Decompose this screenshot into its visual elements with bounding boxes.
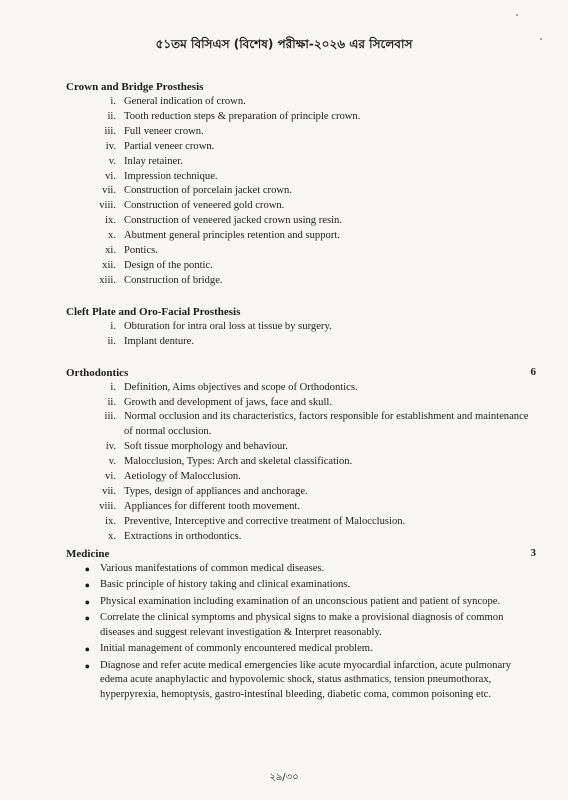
list-item: [66, 335, 536, 350]
item-numeral: x.: [108, 230, 116, 242]
list-item: [66, 125, 536, 140]
item-numeral: vii.: [102, 485, 116, 497]
list-item: [66, 455, 536, 470]
section-medicine: [66, 547, 536, 703]
item-text: Design of the pontic.: [124, 259, 213, 271]
numbered-list: [66, 320, 536, 350]
item-numeral: xi.: [105, 245, 116, 257]
list-item: [66, 259, 536, 274]
item-numeral: ix.: [105, 215, 116, 227]
item-numeral: v.: [108, 456, 116, 468]
item-text: Construction of porcelain jacket crown.: [124, 185, 292, 197]
list-item: [66, 110, 536, 125]
item-text: Normal occlusion and its characteristics, factors responsible for establishment and maintenance of normal occlusion.: [124, 411, 529, 438]
item-text: Correlate the clinical symptoms and physical signs to make a provisional diagnosis of common diseases and suggest relevant investigation & Interpret reasonably.: [100, 612, 504, 638]
item-numeral: ii.: [107, 396, 116, 408]
list-item: [66, 530, 536, 545]
bullet-icon: ●: [84, 563, 90, 574]
item-numeral: xiii.: [99, 274, 116, 286]
list-item: [66, 642, 536, 657]
item-text: General indication of crown.: [124, 96, 246, 107]
item-text: Aetiology of Malocclusion.: [124, 471, 241, 483]
item-text: Construction of veneered gold crown.: [124, 200, 285, 212]
section-heading: Orthodontics: [66, 366, 129, 379]
item-numeral: i.: [110, 381, 116, 393]
section-heading: Crown and Bridge Prosthesis: [66, 81, 204, 93]
item-text: Soft tissue morphology and behaviour.: [124, 441, 288, 453]
syllabus-content: [66, 80, 536, 719]
bullet-icon: ●: [84, 580, 90, 591]
list-item: [66, 611, 536, 641]
bullet-icon: ●: [84, 613, 90, 624]
list-item: [66, 410, 536, 440]
page-number: ২৯/৩০: [269, 772, 299, 783]
scan-speck: [540, 38, 542, 40]
page-header: ৫১তম বিসিএস (বিশেষ) পরীক্ষা-২০২৬ এর সিলেবাস: [155, 37, 413, 51]
list-item: [66, 515, 536, 530]
list-item: [66, 199, 536, 214]
list-item: [66, 595, 536, 610]
item-text: Malocclusion, Types: Arch and skeletal classification.: [124, 456, 353, 468]
item-text: Implant denture.: [124, 335, 195, 347]
section-cleft-plate: [66, 305, 536, 350]
item-numeral: vi.: [105, 471, 116, 483]
list-item: [66, 155, 536, 170]
list-item: [66, 229, 536, 244]
list-item: [66, 562, 536, 577]
item-text: Construction of bridge.: [124, 274, 223, 286]
item-numeral: v.: [108, 155, 116, 167]
item-numeral: viii.: [99, 200, 116, 212]
section-heading: Medicine: [66, 547, 110, 560]
item-numeral: xii.: [102, 259, 116, 271]
item-numeral: ii.: [107, 110, 116, 122]
item-numeral: i.: [110, 96, 116, 107]
item-text: Types, design of appliances and anchorage.: [124, 485, 308, 497]
item-text: Physical examination including examination of an unconscious patient and patient of syncope.: [100, 595, 501, 607]
bullet-icon: ●: [84, 596, 90, 607]
list-item: [66, 95, 536, 110]
list-item: [66, 320, 536, 335]
section-heading: Cleft Plate and Oro-Facial Prosthesis: [66, 305, 241, 318]
list-item: [66, 470, 536, 485]
list-item: [66, 659, 536, 703]
list-item: [66, 140, 536, 155]
item-text: Growth and development of jaws, face and skull.: [124, 396, 332, 408]
list-item: [66, 440, 536, 455]
item-text: Inlay retainer.: [124, 155, 183, 167]
item-text: Initial management of commonly encountered medical problem.: [100, 643, 373, 655]
item-numeral: ii.: [107, 335, 116, 347]
item-numeral: x.: [108, 530, 116, 542]
list-item: [66, 214, 536, 229]
section-crown-bridge: [66, 80, 536, 289]
item-numeral: vi.: [105, 170, 116, 182]
item-text: Appliances for different tooth movement.: [124, 500, 301, 512]
item-numeral: iii.: [104, 125, 116, 137]
section-number: 6: [530, 365, 536, 378]
section-orthodontics: [66, 366, 536, 545]
list-item: [66, 500, 536, 515]
item-numeral: i.: [110, 320, 116, 332]
item-text: Basic principle of history taking and clinical examinations.: [100, 579, 351, 591]
item-text: Full veneer crown.: [124, 125, 204, 137]
list-item: [66, 485, 536, 500]
list-item: [66, 170, 536, 185]
scan-speck: [516, 14, 518, 16]
item-text: Tooth reduction steps & preparation of principle crown.: [124, 110, 361, 122]
section-number: 3: [530, 546, 536, 559]
list-item: [66, 381, 536, 396]
item-text: Partial veneer crown.: [124, 140, 215, 152]
item-text: Construction of veneered jacked crown using resin.: [124, 215, 342, 227]
item-numeral: iv.: [105, 140, 116, 152]
item-text: Abutment general principles retention and support.: [124, 230, 340, 242]
bullet-list: [66, 562, 536, 703]
item-text: Extractions in orthodontics.: [124, 530, 242, 542]
item-numeral: vii.: [102, 185, 116, 197]
item-numeral: iii.: [104, 411, 116, 423]
list-item: [66, 274, 536, 289]
list-item: [66, 578, 536, 593]
numbered-list: [66, 95, 536, 289]
item-numeral: viii.: [99, 500, 116, 512]
item-text: Definition, Aims objectives and scope of Orthodontics.: [124, 381, 358, 393]
numbered-list: [66, 381, 536, 545]
list-item: [66, 184, 536, 199]
list-item: [66, 244, 536, 259]
item-numeral: ix.: [105, 515, 116, 527]
item-text: Various manifestations of common medical diseases.: [100, 562, 325, 574]
bullet-icon: ●: [84, 644, 90, 655]
item-text: Obturation for intra oral loss at tissue by surgery.: [124, 320, 332, 332]
item-text: Pontics.: [124, 245, 158, 257]
bullet-icon: ●: [84, 660, 90, 671]
item-numeral: iv.: [105, 441, 116, 453]
item-text: Impression technique.: [124, 170, 218, 182]
item-text: Diagnose and refer acute medical emergencies like acute myocardial infarction, acute pulmonary edema acute anaphylactic and hypovolemic shock, status asthmatics, tension pneumothorax, hyperpyrexia, hemoptysis, gastro-intestinal bleeding, diabetic coma, common poisoning etc.: [100, 659, 512, 701]
list-item: [66, 396, 536, 411]
item-text: Preventive, Interceptive and corrective treatment of Malocclusion.: [124, 515, 406, 527]
